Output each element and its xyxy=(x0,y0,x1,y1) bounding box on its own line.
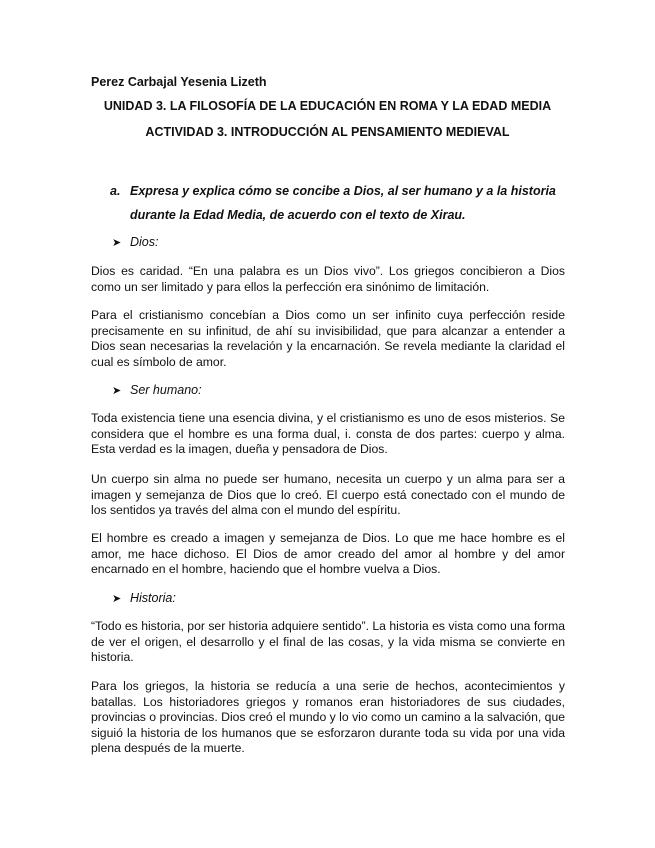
question-text: Expresa y explica cómo se concibe a Dios, al ser humano y a la historia durante la Edad Media, de acuerdo con el texto de Xirau. xyxy=(130,184,556,222)
arrow-bullet-icon: ➤ xyxy=(112,593,122,605)
paragraph-ser-humano-1: Toda existencia tiene una esencia divina, y el cristianismo es uno de esos misterios. Se considera que el hombre es una forma dual, i. consta de dos partes: cuerpo y alma. Esta verdad es la imagen, dueña y pensadora de Dios. xyxy=(91,411,565,456)
paragraph-dios-1: Dios es caridad. “En una palabra es un Dios vivo”. Los griegos concibieron a Dios como un ser limitado y para ellos la perfección era sinónimo de limitación. xyxy=(91,264,565,294)
section-heading-ser-humano xyxy=(112,383,202,397)
section-heading-label: Dios: xyxy=(130,235,159,249)
unit-title: UNIDAD 3. LA FILOSOFÍA DE LA EDUCACIÓN EN ROMA Y LA EDAD MEDIA xyxy=(103,99,552,113)
paragraph-dios-2: Para el cristianismo concebían a Dios como un ser infinito cuya perfección reside precisamente en su infinitud, de ahí su invisibilidad, que para alcanzar a entender a Dios sean necesarias la revelación y la encarnación. Se revela mediante la claridad el cual es símbolo de amor. xyxy=(91,308,565,369)
arrow-bullet-icon: ➤ xyxy=(112,385,122,397)
section-heading-label: Historia: xyxy=(130,591,176,605)
paragraph-historia-2: Para los griegos, la historia se reducía a una serie de hechos, acontecimientos y batallas. Los historiadores griegos y romanos eran historiadores de sus ciudades, provincias o provincias. Dios creó el mundo y lo vio como un camino a la salvación, que siguió la historia de los humanos que se esforzaron durante toda su vida por una vida plena después de la muerte. xyxy=(91,679,565,755)
paragraph-historia-1: “Todo es historia, por ser historia adquiere sentido”. La historia es vista como una forma de ver el origen, el desarrollo y el final de las cosas, y la vida misma se convierte en historia. xyxy=(91,619,565,664)
author-name: Perez Carbajal Yesenia Lizeth xyxy=(91,75,267,89)
activity-title: ACTIVIDAD 3. INTRODUCCIÓN AL PENSAMIENTO MEDIEVAL xyxy=(145,125,510,139)
question-letter: a. xyxy=(110,184,121,198)
arrow-bullet-icon: ➤ xyxy=(112,237,122,249)
paragraph-ser-humano-2: Un cuerpo sin alma no puede ser humano, necesita un cuerpo y un alma para ser a imagen y semejanza de Dios que lo creó. El cuerpo está conectado con el mundo de los sentidos ya través del alma con el mundo del espíritu. xyxy=(91,472,565,517)
section-heading-label: Ser humano: xyxy=(130,383,202,397)
section-heading-dios xyxy=(112,235,158,249)
paragraph-ser-humano-3: El hombre es creado a imagen y semejanza de Dios. Lo que me hace hombre es el amor, me hace dichoso. El Dios de amor creado del amor al hombre y del amor encarnado en el hombre, haciendo que el hombre vuelva a Dios. xyxy=(91,531,565,576)
section-heading-historia xyxy=(112,591,176,605)
question-item xyxy=(110,180,580,227)
